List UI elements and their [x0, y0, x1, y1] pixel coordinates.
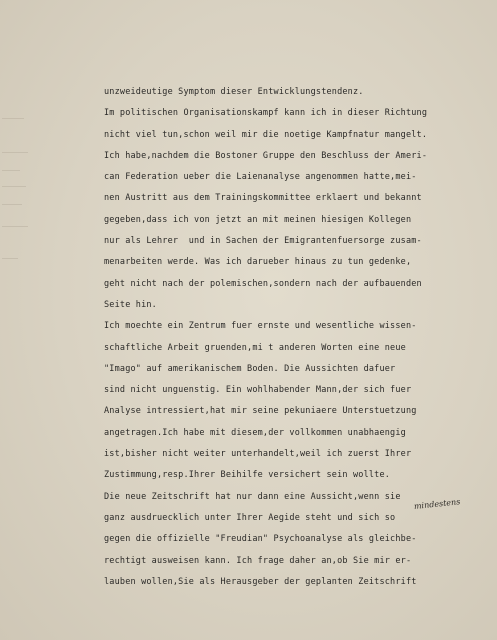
- letter-line: lauben wollen,Sie als Herausgeber der geplanten Zeitschrift: [104, 576, 417, 587]
- letter-line: Zustimmung,resp.Ihrer Beihilfe versichert sein wollte.: [104, 470, 391, 481]
- bleed-mark: [2, 170, 20, 171]
- letter-line: rechtigt ausweisen kann. Ich frage daher an,ob Sie mir er-: [104, 555, 412, 566]
- letter-line: ist,bisher nicht weiter unterhandelt,weil ich zuerst Ihrer: [104, 449, 412, 460]
- letter-line: Ich moechte ein Zentrum fuer ernste und wesentliche wissen-: [104, 321, 417, 332]
- letter-line: Ich habe,nachdem die Bostoner Gruppe den Beschluss der Ameri-: [104, 150, 428, 161]
- bleed-mark: [2, 118, 24, 119]
- handwritten-annotation: mindestens: [413, 497, 461, 511]
- facing-page-bleed: [0, 0, 34, 640]
- letter-line: gegeben,dass ich von jetzt an mit meinen hiesigen Kollegen: [104, 214, 412, 225]
- letter-line: Im politischen Organisationskampf kann ich in dieser Richtung: [104, 108, 428, 119]
- letter-line: schaftliche Arbeit gruenden,mi t anderen Worten eine neue: [104, 342, 406, 353]
- letter-line: nur als Lehrer und in Sachen der Emigrantenfuersorge zusam-: [104, 236, 422, 247]
- letter-line: ganz ausdruecklich unter Ihrer Aegide steht und sich so: [104, 512, 396, 523]
- letter-line: Analyse intressiert,hat mir seine pekuniaere Unterstuetzung: [104, 406, 417, 417]
- letter-line: angetragen.Ich habe mit diesem,der vollkommen unabhaengig: [104, 427, 406, 438]
- letter-line: menarbeiten werde. Was ich darueber hinaus zu tun gedenke,: [104, 257, 412, 268]
- letter-line: geht nicht nach der polemischen,sondern nach der aufbauenden: [104, 278, 422, 289]
- bleed-mark: [2, 186, 26, 187]
- letter-line: nen Austritt aus dem Trainingskommittee erklaert und bekannt: [104, 193, 422, 204]
- bleed-mark: [2, 152, 28, 153]
- bleed-mark: [2, 258, 18, 259]
- bleed-mark: [2, 204, 22, 205]
- letter-line: unzweideutige Symptom dieser Entwicklungstendenz.: [104, 87, 364, 97]
- bleed-mark: [2, 226, 28, 227]
- letter-line: nicht viel tun,schon weil mir die noetige Kampfnatur mangelt.: [104, 129, 428, 140]
- letter-line: gegen die offizielle "Freudian" Psychoanalyse als gleichbe-: [104, 534, 417, 545]
- letter-line: "Imago" auf amerikanischem Boden. Die Aussichten dafuer: [104, 363, 396, 374]
- letter-line: can Federation ueber die Laienanalyse angenommen hatte,mei-: [104, 172, 417, 183]
- letter-line: sind nicht unguenstig. Ein wohlhabender Mann,der sich fuer: [104, 385, 412, 396]
- letter-body: [104, 82, 484, 593]
- letter-line: Seite hin.: [104, 299, 157, 310]
- letter-line: Die neue Zeitschrift hat nur dann eine Aussicht,wenn sie: [104, 491, 401, 502]
